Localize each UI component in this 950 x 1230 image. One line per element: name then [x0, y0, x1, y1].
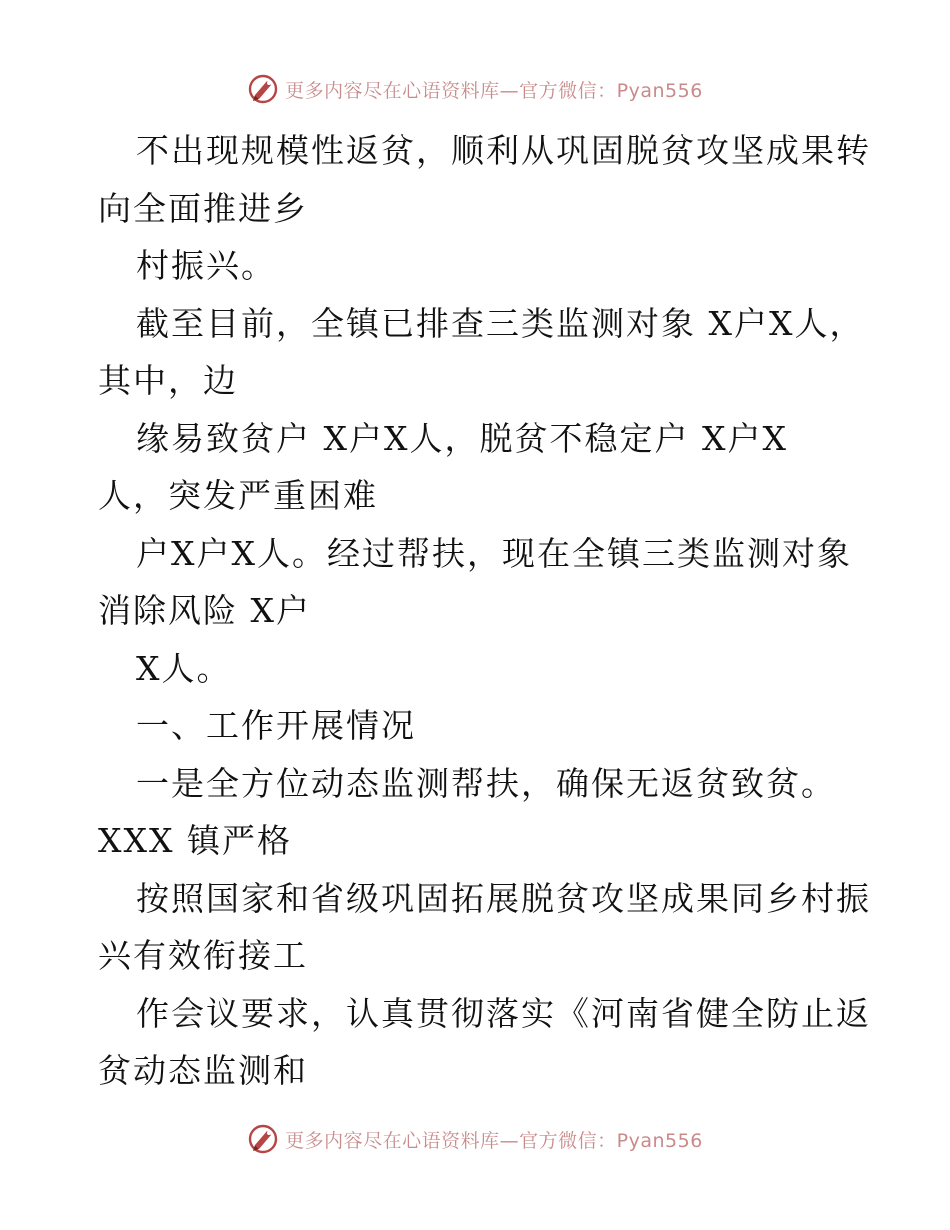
header-watermark [0, 72, 950, 106]
document-line: 按照国家和省级巩固拓展脱贫攻坚成果同乡村振 [136, 878, 871, 918]
pen-seal-icon [247, 1123, 279, 1155]
document-line: 缘易致贫户 X户X人，脱贫不稳定户 X户X [136, 418, 788, 458]
document-line: 消除风险 X户 [98, 591, 311, 630]
document-line: 向全面推进乡 [98, 188, 308, 228]
document-line: XXX 镇严格 [98, 821, 292, 860]
document-line: 村振兴。 [136, 246, 276, 285]
document-line: 截至目前，全镇已排查三类监测对象 X户X人， [136, 303, 865, 343]
document-line: 不出现规模性返贫，顺利从巩固脱贫攻坚成果转 [136, 131, 871, 170]
document-line: 户X户X人。经过帮扶，现在全镇三类监测对象 [136, 533, 852, 573]
document-line: 一是全方位动态监测帮扶，确保无返贫致贫。 [136, 763, 836, 803]
pen-seal-icon [247, 73, 279, 105]
document-line: 兴有效衔接工 [98, 936, 308, 975]
document-body [98, 122, 888, 1100]
footer-watermark [0, 1122, 950, 1156]
document-line: 贫动态监测和 [98, 1051, 308, 1090]
document-line: 一、工作开展情况 [136, 706, 416, 745]
document-line: 作会议要求，认真贯彻落实《河南省健全防止返 [136, 993, 871, 1033]
document-line: 其中，边 [98, 361, 238, 400]
document-line: 人，突发严重困难 [98, 476, 378, 515]
document-line: X人。 [136, 648, 232, 688]
watermark-text: 更多内容尽在心语资料库—官方微信：Pyan556 [285, 1129, 703, 1152]
watermark-text: 更多内容尽在心语资料库—官方微信：Pyan556 [285, 79, 703, 102]
